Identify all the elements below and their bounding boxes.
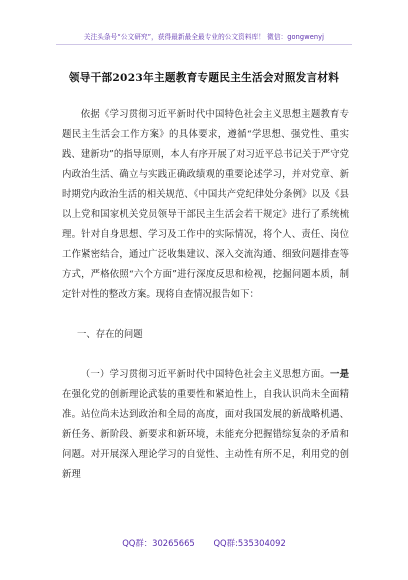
header-banner: 关注头条号“公文研究”，获得最新最全最专业的公文资料库！ 微信：gongwenyj [83,33,325,41]
document-title: 领导干部2023年主题教育专题民主生活会对照发言材料 [68,72,340,84]
section-heading: 一、存在的问题 [77,329,143,340]
footer-qq-group-1: QQ群：30265665 [122,538,195,548]
footer-qq-group-2: QQ群:535304092 [213,538,286,548]
subsection-text: 在强化党的创新理论武装的重要性和紧迫性上，自我认识尚未全面精准。站位尚未达到政治和全局的高度，面对我国发展的新战略机遇、新任务、新阶段、新要求和新环境，未能充分把握错综复杂的矛盾和问题。对开展深入理论学习的自觉性、主动性有所不足，利用党的创新理 [62,389,349,480]
document-body [62,105,349,485]
subsection-lead: 一是 [330,369,349,380]
footer [0,537,408,549]
subsection-heading: （一）学习贯彻习近平新时代中国特色社会主义思想方面。 [80,369,331,380]
header-divider [56,44,352,45]
intro-paragraph: 依据《学习贯彻习近平新时代中国特色社会主义思想主题教育专题民主生活会工作方案》的具体要求，遵循“学思想、强党性、重实践、建新功”的指导原则，本人有序开展了对习近平总书记关于严守党内政治生活、确立与实践正确政绩观的重要论述学习，并对党章、新时期党内政治生活的相关规范、《中国共产党纪律处分条例》以及《县以上党和国家机关党员领导干部民主生活会若干规定》进行了系统梳理。针对自身思想、学习及工作中的实际情况，将个人、责任、岗位工作紧密结合，通过广泛收集建议、深入交流沟通、细致问题排查等方式，严格依照“六个方面”进行深度反思和检视，挖掘问题本质，制定针对性的整改方案。现将自查情况报告如下： [62,109,349,300]
subsection-paragraph [62,365,349,485]
